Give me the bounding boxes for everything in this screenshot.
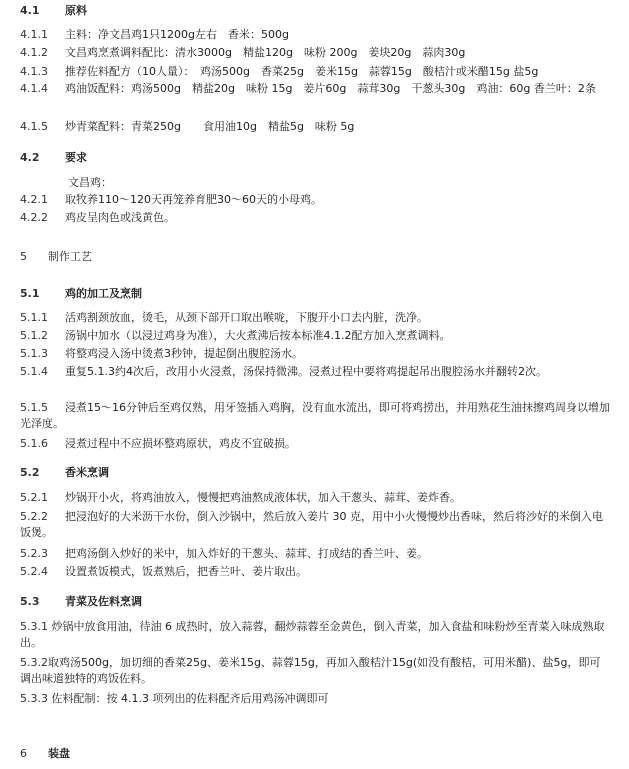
clause-line	[20, 400, 611, 432]
clause-text: 将整鸡浸入汤中烫煮3秒钟，提起倒出腹腔汤水。	[65, 347, 303, 360]
clause-line	[20, 691, 611, 706]
clause-line	[20, 655, 611, 687]
clause-number: 4.1.4	[20, 82, 48, 95]
clause-number: 5.2.2	[20, 510, 48, 523]
section-number: 5.3	[20, 595, 40, 608]
section-heading	[20, 465, 611, 480]
clause-text: 主料：净文昌鸡1只1200g左右 香米：500g	[65, 28, 289, 41]
chapter-title: 装盘	[48, 747, 70, 760]
clause-line	[20, 119, 611, 134]
section-number: 5.1	[20, 287, 40, 300]
section-heading	[20, 594, 611, 609]
clause-number: 5.3.1	[20, 620, 48, 633]
section-title: 香米烹调	[65, 466, 109, 479]
subject-label: 文昌鸡：	[68, 176, 112, 189]
section-title: 青菜及佐料烹调	[65, 595, 142, 608]
clause-number: 5.2.4	[20, 565, 48, 578]
clause-line	[20, 436, 611, 451]
clause-line	[20, 509, 611, 541]
clause-line	[20, 45, 611, 60]
section-heading	[20, 3, 611, 18]
clause-line	[20, 619, 611, 651]
clause-text: 浸煮过程中不应损坏整鸡原状，鸡皮不宜破损。	[65, 437, 296, 450]
section-title: 原料	[65, 4, 87, 17]
clause-number: 5.3.2	[20, 656, 48, 669]
clause-line	[20, 310, 611, 325]
clause-line	[20, 64, 611, 79]
clause-line	[20, 27, 611, 42]
clause-number: 5.1.6	[20, 437, 48, 450]
clause-line	[20, 490, 611, 505]
section-number: 4.1	[20, 4, 40, 17]
clause-text: 重复5.1.3约4次后，改用小火浸煮，汤保持微沸。浸煮过程中要将鸡提起吊出腹腔汤水并翻转2次。	[65, 365, 547, 378]
chapter-title: 制作工艺	[48, 250, 92, 263]
clause-text: 文昌鸡烹煮调料配比：清水3000g 精盐120g 味粉 200g 姜块20g 蒜肉30g	[65, 46, 466, 59]
section-title: 鸡的加工及烹制	[65, 287, 142, 300]
clause-text: 推荐佐料配方（10人量）： 鸡汤500g 香菜25g 姜米15g 蒜蓉15g 酸桔汁或米醋15g 盐5g	[65, 65, 539, 78]
clause-number: 5.1.1	[20, 311, 48, 324]
clause-text: 浸煮15～16分钟后至鸡仅熟，用牙签插入鸡胸，没有血水流出，即可将鸡捞出，并用熟花生油抹擦鸡周身以增加光泽度。	[20, 401, 610, 430]
clause-text: 把浸泡好的大米沥干水份，倒入沙锅中，然后放入姜片 30 克，用中小火慢慢炒出香味，然后将沙好的米倒入电饭煲。	[20, 510, 603, 539]
chapter-number: 5	[20, 250, 27, 263]
section-number: 5.2	[20, 466, 40, 479]
clause-text: 把鸡汤倒入炒好的米中，加入炸好的干葱头、蒜茸、打成结的香兰叶、姜。	[65, 547, 428, 560]
clause-number: 5.2.1	[20, 491, 48, 504]
clause-text: 鸡油饭配料：鸡汤500g 精盐20g 味粉 15g 姜片60g 蒜茸30g 干葱头30g 鸡油：60g 香兰叶：2条	[65, 82, 596, 95]
clause-line	[20, 210, 611, 225]
clause-text: 炒锅中放食用油，待油 6 成热时，放入蒜蓉，翻炒蒜蓉至金黄色，倒入青菜，加入食盐和味粉炒至青菜入味成熟取出。	[20, 620, 605, 649]
clause-number: 4.2.2	[20, 211, 48, 224]
clause-text: 汤锅中加水（以浸过鸡身为准），大火煮沸后按本标准4.1.2配方加入烹煮调料。	[65, 329, 451, 342]
chapter-number: 6	[20, 747, 27, 760]
clause-number: 4.1.1	[20, 28, 48, 41]
clause-number: 4.1.2	[20, 46, 48, 59]
clause-text: 取牧养110～120天再笼养育肥30～60天的小母鸡。	[65, 193, 322, 206]
chapter-heading	[20, 746, 611, 761]
clause-number: 5.1.3	[20, 347, 48, 360]
clause-text: 炒锅开小火，将鸡油放入，慢慢把鸡油熬成液体状，加入干葱头、蒜茸、姜炸香。	[65, 491, 461, 504]
clause-line	[20, 546, 611, 561]
clause-line	[20, 364, 611, 380]
clause-text: 炒青菜配料：青菜250g 食用油10g 精盐5g 味粉 5g	[65, 120, 355, 133]
clause-line	[20, 81, 611, 97]
clause-text: 活鸡割颈放血，烫毛，从颈下部开口取出喉咙，下腹开小口去内脏，洗净。	[65, 311, 428, 324]
clause-line	[20, 328, 611, 343]
clause-line	[20, 346, 611, 361]
clause-number: 4.1.5	[20, 120, 48, 133]
clause-number: 5.1.5	[20, 401, 48, 414]
clause-line	[20, 564, 611, 579]
clause-text: 鸡皮呈肉色或浅黄色。	[65, 211, 175, 224]
section-heading	[20, 286, 611, 301]
clause-text: 取鸡汤500g，加切细的香菜25g、姜米15g、蒜蓉15g，再加入酸桔汁15g(如没有酸桔，可用米醋)、盐5g，即可调出味道独特的鸡饭佐料。	[20, 656, 601, 685]
clause-number: 4.2.1	[20, 193, 48, 206]
chapter-heading	[20, 249, 611, 264]
clause-number: 5.1.2	[20, 329, 48, 342]
clause-number: 5.3.3	[20, 692, 48, 705]
section-title: 要求	[65, 151, 87, 164]
clause-text: 佐料配制：按 4.1.3 项列出的佐料配齐后用鸡汤冲调即可	[51, 692, 329, 705]
clause-number: 5.2.3	[20, 547, 48, 560]
section-heading	[20, 150, 611, 165]
section-number: 4.2	[20, 151, 40, 164]
clause-number: 5.1.4	[20, 365, 48, 378]
clause-number: 4.1.3	[20, 65, 48, 78]
clause-line	[20, 192, 611, 207]
clause-text: 设置煮饭模式，饭煮熟后，把香兰叶、姜片取出。	[65, 565, 307, 578]
